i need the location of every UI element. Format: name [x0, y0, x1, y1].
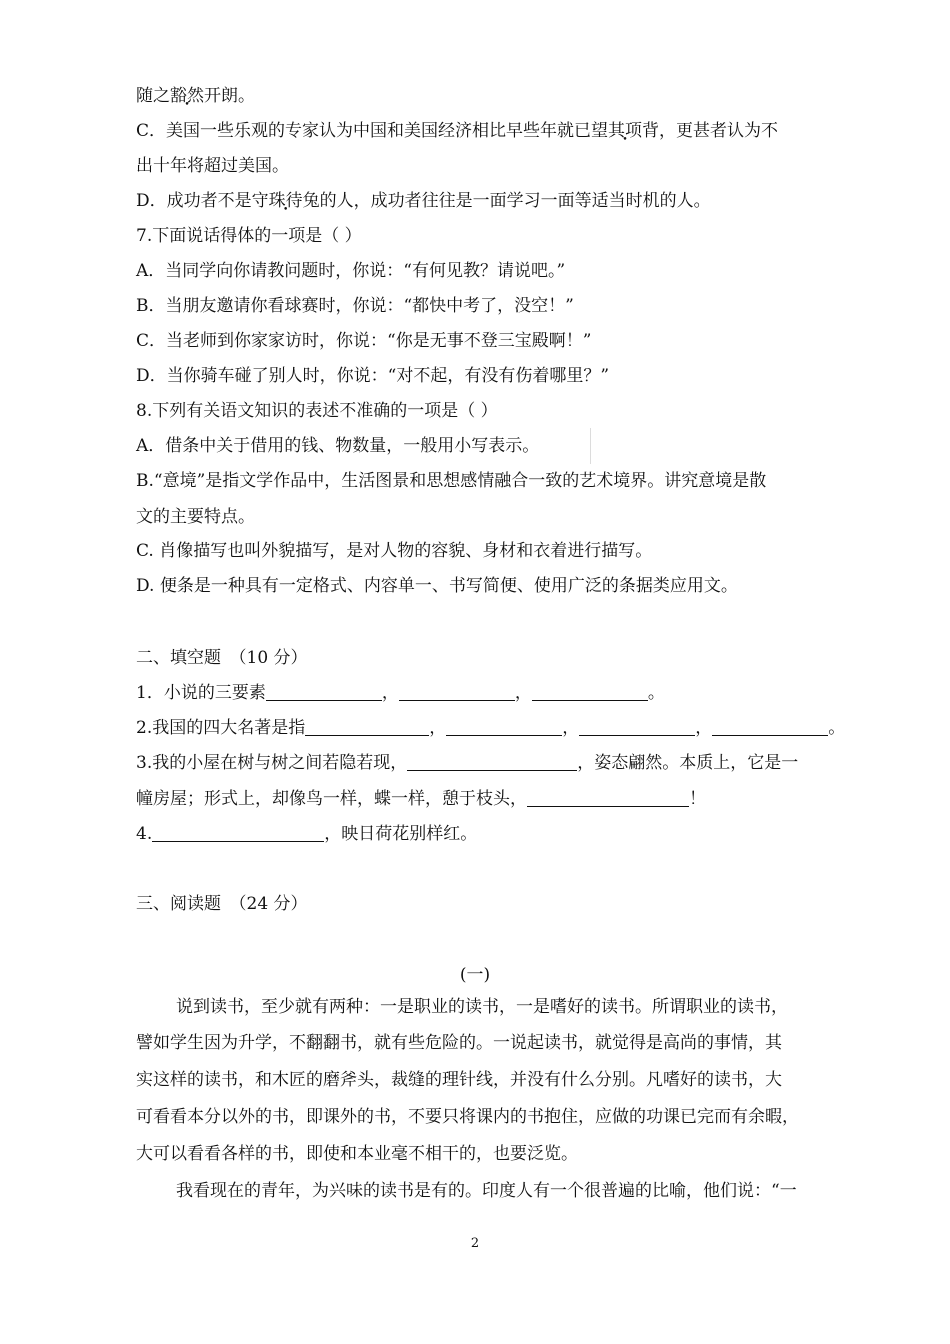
answer-blank[interactable]	[712, 717, 828, 736]
q7-option-b: B．当朋友邀请你看球赛时，你说：“都快中考了，没空！”	[136, 296, 574, 316]
answer-blank[interactable]	[305, 717, 429, 736]
q6-option-c-line1	[136, 119, 778, 143]
fill-q4	[136, 822, 477, 846]
text-segment: C．美国一些乐观的专家认为中国和美国经济相比早些年就已	[136, 121, 592, 141]
answer-blank[interactable]	[266, 682, 382, 701]
separator: ，	[695, 718, 713, 738]
text-segment: ！	[689, 789, 706, 809]
text-segment: ，映日荷花别样红。	[324, 824, 478, 844]
text-segment: 随之	[136, 86, 170, 106]
answer-blank[interactable]	[532, 682, 648, 701]
q7-option-a: A．当同学向你请教问题时，你说：“有何见教？请说吧。”	[136, 261, 566, 281]
fill-q1	[136, 681, 665, 705]
q8-option-c: C. 肖像描写也叫外貌描写，是对人物的容貌、身材和衣着进行描写。	[136, 541, 653, 561]
q7-option-c: C．当老师到你家家访时，你说：“你是无事不登三宝殿啊！”	[136, 331, 592, 351]
passage-line: 实这样的读书，和木匠的磨斧头，裁缝的理针线，并没有什么分别。凡嗜好的读书，大	[136, 1070, 782, 1090]
text-cursor-marker	[590, 428, 591, 464]
separator: ，	[514, 683, 532, 703]
q8-option-b-line1: B.“意境”是指文学作品中，生活图景和思想感情融合一致的艺术境界。讲究意境是散	[136, 471, 767, 491]
q8-option-a: A．借条中关于借用的钱、物数量，一般用小写表示。	[136, 436, 540, 456]
question-label: 1．小说的三要素	[136, 683, 266, 703]
separator: ，	[381, 683, 399, 703]
section3-heading: 三、阅读题 （24 分）	[136, 894, 308, 914]
end-mark: 。	[647, 683, 665, 703]
q6-option-d	[136, 189, 711, 213]
q7-option-d: D．当你骑车碰了别人时，你说：“对不起，有没有伤着哪里？”	[136, 366, 610, 386]
text-segment: 幢房屋；形式上，却像鸟一样，蝶一样，憩于枝头，	[136, 789, 527, 809]
fill-q3-line1	[136, 751, 798, 775]
passage-line: 可看看本分以外的书，即课外的书，不要只将课内的书抱住，应做的功课已完而有余暇，	[136, 1107, 799, 1127]
passage-line: 譬如学生因为升学，不翻翻书，就有些危险的。一说起读书，就觉得是高尚的事情，其	[136, 1033, 782, 1053]
separator: ，	[562, 718, 580, 738]
emphasis-text: 望其项背	[591, 121, 660, 141]
question-label: 4.	[136, 824, 153, 844]
q6-option-b-end	[136, 84, 255, 108]
text-segment: ，更甚者认为不	[659, 121, 779, 141]
text-segment: ，姿态翩然。本质上，它是一	[577, 753, 799, 773]
emphasis-text: 守珠待兔	[251, 191, 320, 211]
answer-blank[interactable]	[579, 717, 695, 736]
passage-line: 我看现在的青年，为兴味的读书是有的。印度人有一个很普遍的比喻，他们说：“一	[176, 1181, 797, 1201]
text-segment: 的人，成功者往往是一面学习一面等适当时机的人。	[319, 191, 711, 211]
passage-title: (一)	[459, 965, 491, 985]
passage-line: 大可以看看各样的书，即使和本业毫不相干的，也要泛览。	[136, 1144, 578, 1164]
answer-blank[interactable]	[407, 752, 577, 771]
passage-line: 说到读书，至少就有两种：一是职业的读书，一是嗜好的读书。所谓职业的读书，	[176, 997, 788, 1017]
answer-blank[interactable]	[446, 717, 562, 736]
text-segment: 3.我的小屋在树与树之间若隐若现，	[136, 753, 408, 773]
answer-blank[interactable]	[152, 823, 324, 842]
q7-stem: 7.下面说话得体的一项是（ ）	[136, 226, 362, 246]
text-segment: 开朗。	[204, 86, 255, 106]
fill-q3-line2	[136, 787, 706, 811]
q8-option-b-line2: 文的主要特点。	[136, 507, 255, 527]
q8-option-d: D. 便条是一种具有一定格式、内容单一、书写简便、使用广泛的条据类应用文。	[136, 576, 738, 596]
text-segment: D．成功者不是	[136, 191, 252, 211]
q6-option-c-line2: 出十年将超过美国。	[136, 156, 289, 176]
answer-blank[interactable]	[527, 788, 689, 807]
answer-blank[interactable]	[399, 682, 515, 701]
q8-stem: 8.下列有关语文知识的表述不准确的一项是（ ）	[136, 401, 498, 421]
separator: ，	[429, 718, 447, 738]
fill-q2	[136, 716, 845, 740]
emphasis-text: 豁然	[170, 86, 204, 106]
question-label: 2.我国的四大名著是指	[136, 718, 306, 738]
section2-heading: 二、填空题 （10 分）	[136, 648, 308, 668]
page-number: 2	[470, 1236, 480, 1251]
end-mark: 。	[828, 718, 846, 738]
